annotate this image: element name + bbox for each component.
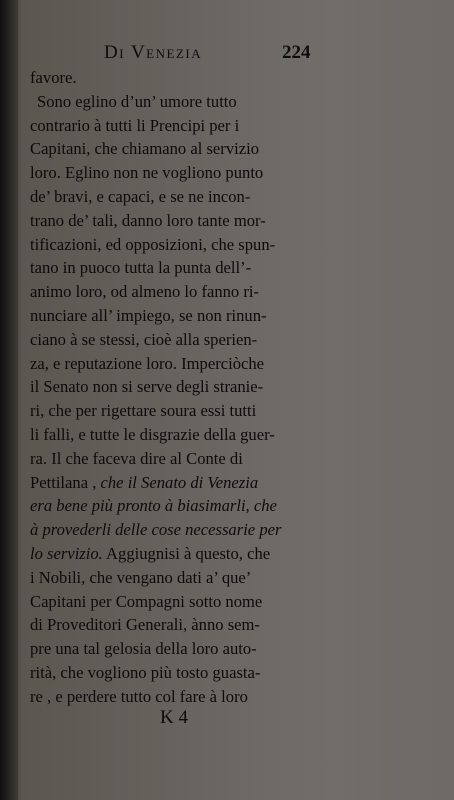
roman-text: ra. Il che faceva dire al Conte di [30, 448, 243, 468]
roman-text: li falli, e tutte le disgrazie della guer- [30, 424, 275, 444]
roman-text: Pettilana , [30, 472, 101, 492]
text-line [30, 590, 330, 614]
text-line [30, 137, 330, 161]
text-line [30, 471, 330, 495]
italic-text: era bene più pronto à biasimarli, che [30, 496, 277, 516]
text-line [30, 375, 330, 399]
text-line [30, 661, 330, 685]
roman-text: favore. [30, 68, 77, 87]
text-line [30, 685, 330, 709]
text-line [30, 185, 330, 209]
roman-text: rità, che vogliono più tosto guasta- [30, 662, 261, 682]
text-line [30, 566, 330, 590]
roman-text: ciano à se stessi, cioè alla sperien- [30, 329, 258, 349]
text-line [30, 328, 330, 352]
text-line [30, 399, 330, 423]
text-line [30, 209, 330, 233]
roman-text: animo loro, od almeno lo fanno ri- [30, 282, 260, 302]
roman-text: za, e reputazione loro. Imperciòche [30, 353, 265, 373]
body-text [30, 66, 330, 709]
roman-text: loro. Eglino non ne vogliono punto [30, 163, 264, 183]
roman-text: Capitani per Compagni sotto nome [30, 591, 263, 611]
roman-text: tificazioni, ed opposizioni, che spun- [30, 234, 276, 254]
page-number: 224 [282, 42, 311, 63]
roman-text: pre una tal gelosia della loro auto- [30, 639, 257, 659]
roman-text: contrario à tutti li Prencipi per i [30, 115, 240, 135]
roman-text: de’ bravi, e capaci, e se ne incon- [30, 186, 251, 206]
roman-text: il Senato non si serve degli stranie- [30, 377, 264, 397]
roman-text: Capitani, che chiamano al servizio [30, 139, 259, 159]
roman-text: di Proveditori Generali, ànno sem- [30, 615, 260, 635]
text-line [30, 90, 330, 114]
text-line [30, 613, 330, 637]
roman-text: nunciare all’ impiego, se non rinun- [30, 305, 267, 325]
text-line [30, 114, 330, 138]
text-line [30, 494, 330, 518]
running-head-title: Di Venezia [104, 42, 203, 63]
italic-text: che il Senato di Venezia [100, 472, 259, 492]
text-line [30, 161, 330, 185]
roman-text: Sono eglino d’un’ umore tutto [37, 91, 237, 111]
text-line [30, 352, 330, 376]
text-line [30, 637, 330, 661]
roman-text: tano in puoco tutta la punta dell’- [30, 258, 252, 278]
text-line [30, 233, 330, 257]
italic-text: lo servizio. [30, 543, 103, 563]
italic-text: à provederli delle cose necessarie per [30, 520, 282, 540]
roman-text: Aggiugnisi à questo, che [102, 543, 271, 563]
text-line [30, 542, 330, 566]
text-line [30, 66, 330, 90]
text-line [30, 518, 330, 542]
roman-text: ri, che per rigettare soura essi tutti [30, 401, 257, 421]
running-head [40, 42, 420, 68]
roman-text: trano de’ tali, danno loro tante mor- [30, 210, 266, 230]
page-binding-edge [0, 0, 18, 800]
roman-text: re , e perdere tutto col fare à loro [30, 686, 248, 706]
text-line [30, 256, 330, 280]
page-shading [334, 0, 454, 800]
text-line [30, 280, 330, 304]
signature-mark: K 4 [160, 707, 188, 728]
text-line [30, 447, 330, 471]
roman-text: i Nobili, che vengano dati a’ que’ [30, 567, 252, 587]
text-line [30, 304, 330, 328]
text-line [30, 423, 330, 447]
